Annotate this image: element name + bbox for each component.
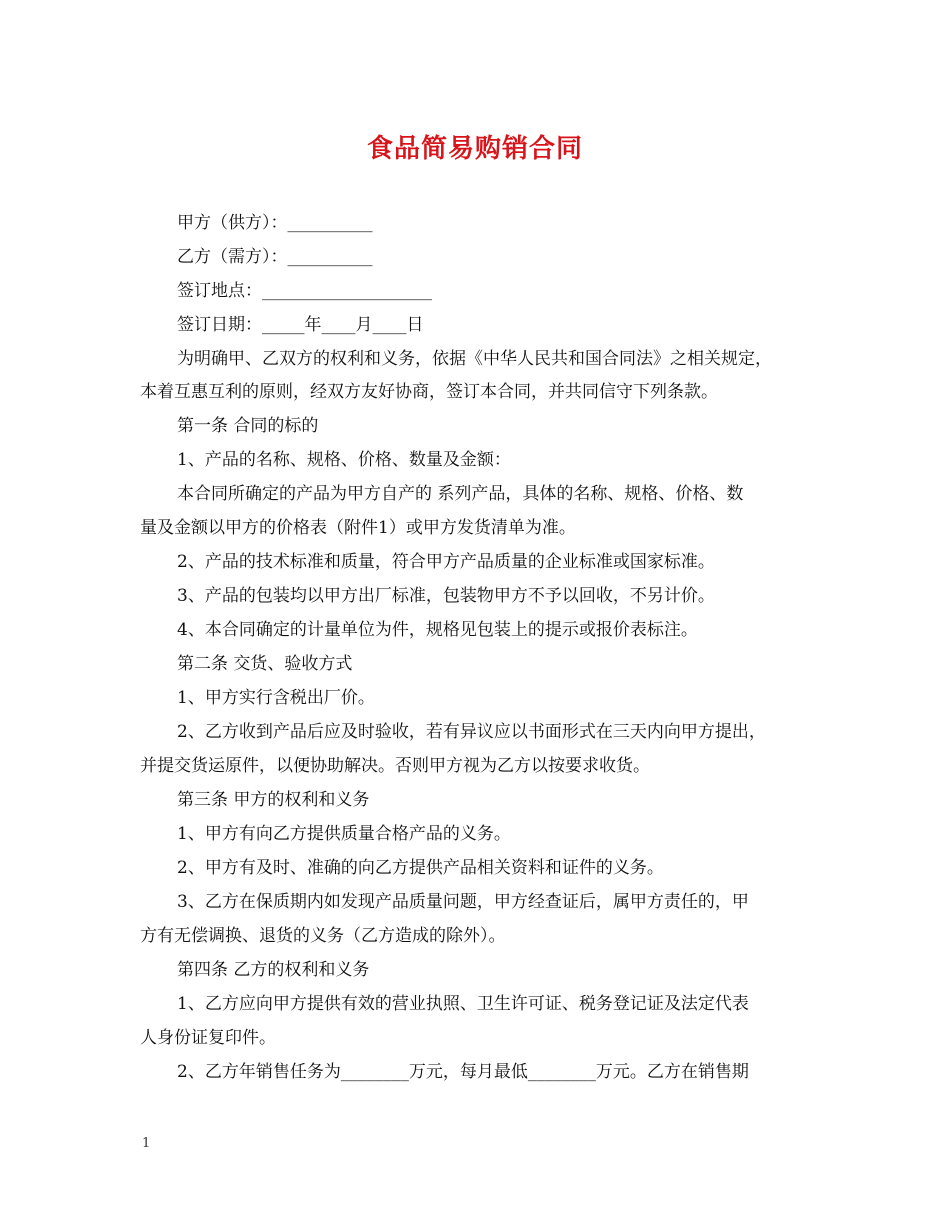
article-1-paragraph-line-1: 本合同所确定的产品为甲方自产的 系列产品，具体的名称、规格、价格、数: [177, 484, 744, 504]
preamble-line-1: 为明确甲、乙双方的权利和义务，依据《中华人民共和国合同法》之相关规定，: [177, 349, 772, 369]
preamble-line-2: 本着互惠互利的原则，经双方友好协商，签订本合同，并共同信守下列条款。: [140, 382, 718, 402]
article-4-item-2: 2、乙方年销售任务为________万元，每月最低________万元。乙方在销售期: [177, 1062, 749, 1082]
article-4-heading: 第四条 乙方的权利和义务: [177, 960, 370, 980]
article-3-item-2: 2、甲方有及时、准确的向乙方提供产品相关资料和证件的义务。: [177, 858, 664, 878]
article-1-paragraph-line-2: 量及金额以甲方的价格表（附件1）或甲方发货清单为准。: [140, 518, 576, 538]
article-2-item-2-line-1: 2、乙方收到产品后应及时验收，若有异议应以书面形式在三天内向甲方提出，: [177, 722, 766, 742]
article-2-item-2-line-2: 并提交货运原件，以便协助解决。否则甲方视为乙方以按要求收货。: [140, 756, 650, 776]
article-2-item-1: 1、甲方实行含税出厂价。: [177, 688, 375, 708]
article-4-item-1-line-2: 人身份证复印件。: [140, 1028, 276, 1048]
article-3-item-3-line-2: 方有无偿调换、退货的义务（乙方造成的除外）。: [140, 926, 506, 946]
article-3-item-1: 1、甲方有向乙方提供质量合格产品的义务。: [177, 824, 511, 844]
document-title: 食品简易购销合同: [366, 134, 583, 164]
page-number: 1: [142, 1136, 151, 1151]
article-1-item-3: 3、产品的包装均以甲方出厂标准，包装物甲方不予以回收，不另计价。: [177, 586, 715, 606]
article-1-item-4: 4、本合同确定的计量单位为件，规格见包装上的提示或报价表标注。: [177, 620, 698, 640]
article-2-heading: 第二条 交货、验收方式: [177, 654, 353, 674]
party-b-line: 乙方（需方）：__________: [177, 247, 373, 267]
article-1-item-1: 1、产品的名称、规格、价格、数量及金额：: [177, 450, 511, 470]
article-1-heading: 第一条 合同的标的: [177, 416, 319, 436]
article-3-heading: 第三条 甲方的权利和义务: [177, 790, 370, 810]
signing-date-line: 签订日期：_____年____月____日: [177, 315, 424, 335]
article-4-item-1-line-1: 1、乙方应向甲方提供有效的营业执照、卫生许可证、税务登记证及法定代表: [177, 994, 749, 1014]
article-1-item-2: 2、产品的技术标准和质量，符合甲方产品质量的企业标准或国家标准。: [177, 552, 715, 572]
party-a-line: 甲方（供方）：__________: [177, 213, 373, 233]
signing-place-line: 签订地点：____________________: [177, 281, 432, 301]
article-3-item-3-line-1: 3、乙方在保质期内如发现产品质量问题，甲方经查证后，属甲方责任的，甲: [177, 892, 749, 912]
